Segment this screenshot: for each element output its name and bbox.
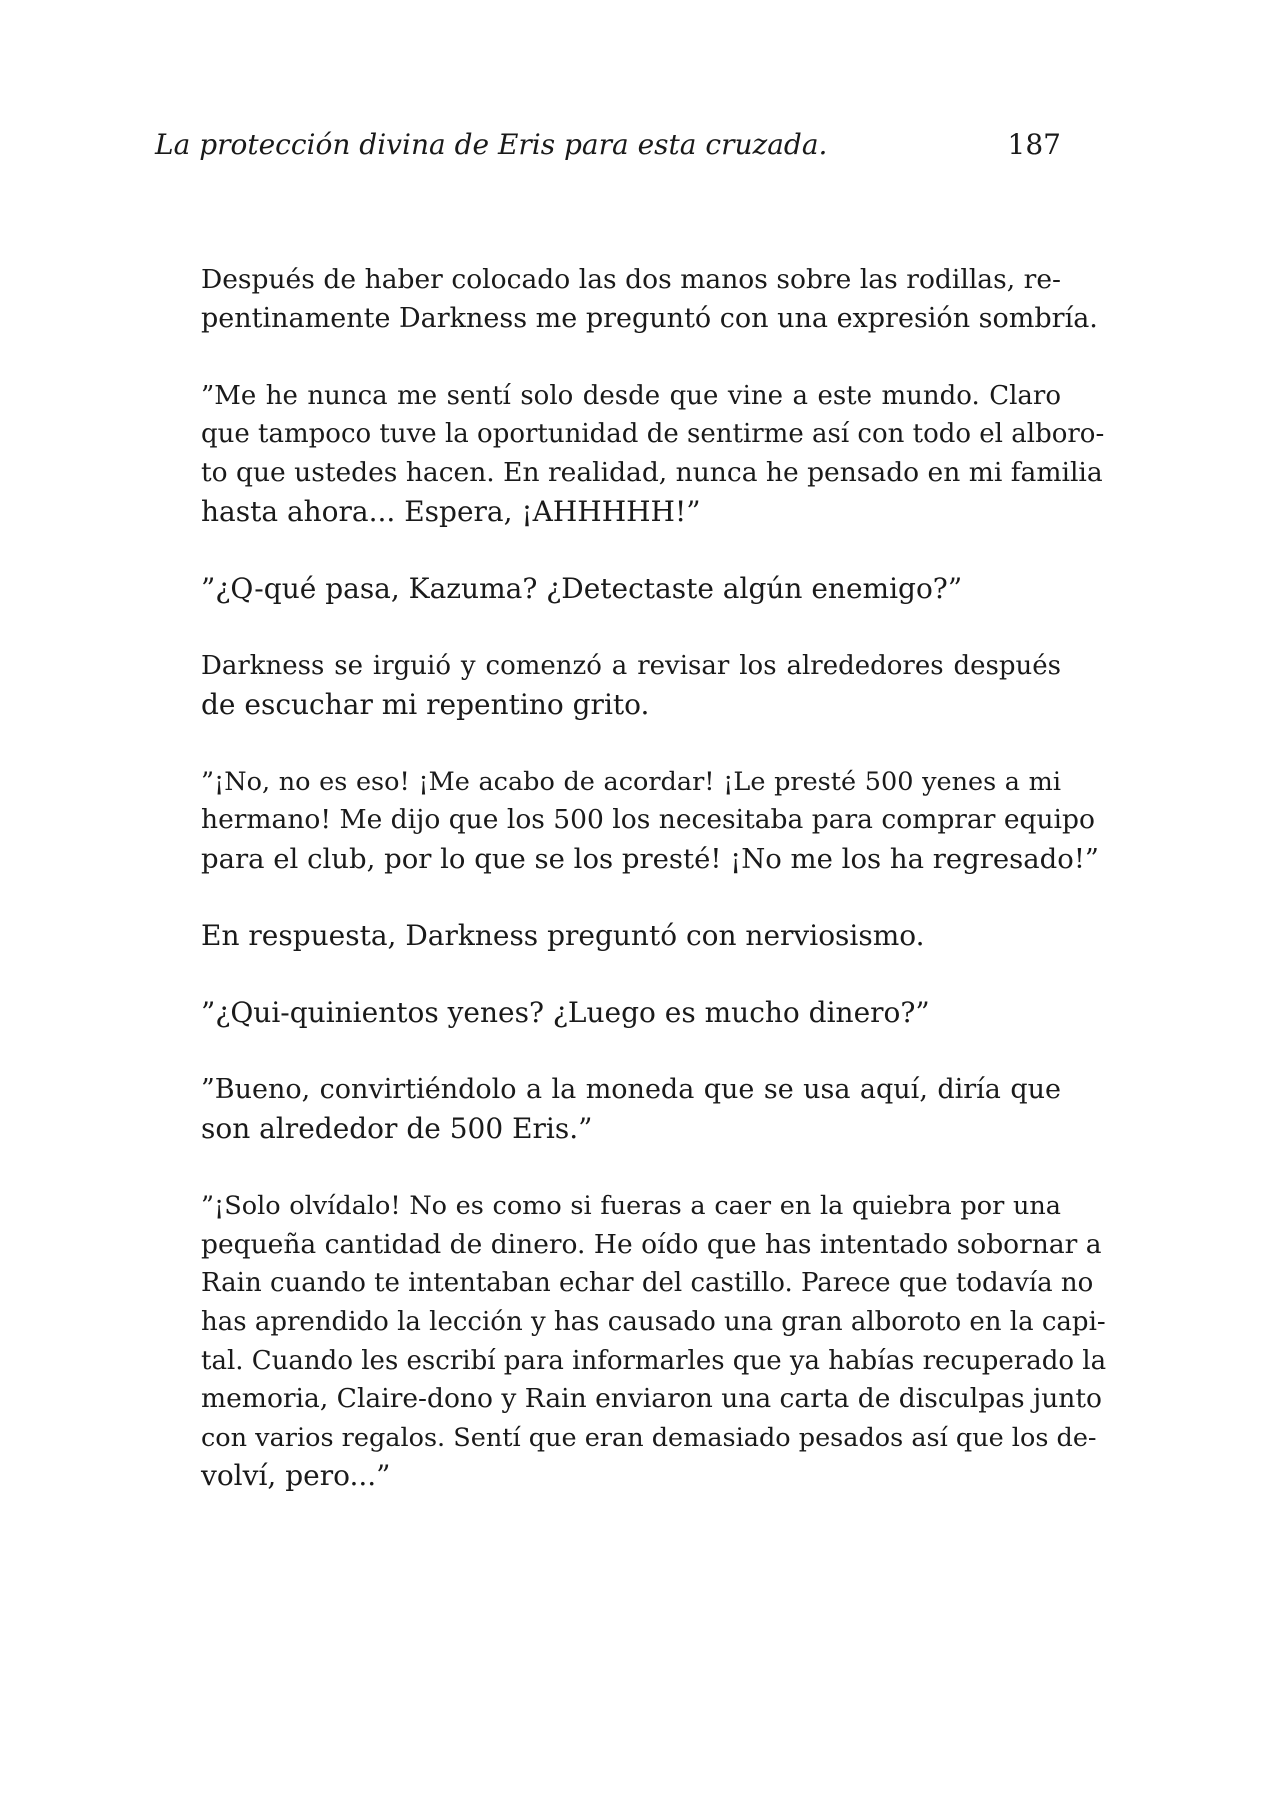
text-line: Darkness se irguió y comenzó a revisar los alrededores después	[201, 650, 1061, 681]
paragraph	[155, 377, 1105, 531]
text-line: de escuchar mi repentino grito.	[201, 687, 650, 721]
text-line: Rain cuando te intentaban echar del castillo. Parece que todavía no	[201, 1268, 1094, 1299]
text-line: ”¿Q-qué pasa, Kazuma? ¿Detectaste algún enemigo?”	[201, 571, 963, 605]
text-line: has aprendido la lección y has causado una gran alboroto en la capi-	[201, 1307, 1106, 1338]
text-line: para el club, por lo que se los presté! ¡No me los ha regresado!”	[201, 842, 1099, 875]
text-line: ”¡Solo olvídalo! No es como si fueras a caer en la quiebra por una	[201, 1191, 1061, 1222]
text-line: ”¡No, no es eso! ¡Me acabo de acordar! ¡Le presté 500 yenes a mi	[201, 766, 1061, 797]
text-line: pentinamente Darkness me preguntó con una expresión sombría.	[201, 302, 1098, 334]
text-line: volví, pero...”	[201, 1459, 391, 1493]
paragraph	[155, 647, 1061, 724]
paragraph	[155, 261, 1098, 338]
running-header	[155, 128, 1061, 172]
paragraph	[155, 994, 1061, 1033]
paragraph	[155, 1187, 1107, 1496]
text-line: pequeña cantidad de dinero. He oído que has intentado sobornar a	[201, 1228, 1102, 1260]
text-line: ”¿Qui-quinientos yenes? ¿Luego es mucho dinero?”	[201, 996, 930, 1030]
paragraph	[155, 1071, 1061, 1148]
text-line: ”Me he nunca me sentí solo desde que vine a este mundo. Claro	[201, 380, 1061, 411]
text-line: memoria, Claire-dono y Rain enviaron una carta de disculpas junto	[201, 1383, 1102, 1415]
text-line: tal. Cuando les escribí para informarles que ya habías recuperado la	[201, 1345, 1107, 1376]
body-text	[155, 261, 1107, 1535]
text-line: Después de haber colocado las dos manos sobre las rodillas, re-	[201, 264, 1061, 295]
text-line: hasta ahora... Espera, ¡AHHHHH!”	[201, 494, 701, 528]
paragraph	[155, 917, 1061, 956]
text-line: con varios regalos. Sentí que eran demasiado pesados así que los de-	[201, 1422, 1097, 1453]
text-line: que tampoco tuve la oportunidad de sentirme así con todo el alboro-	[201, 419, 1105, 450]
page-number: 187	[1007, 128, 1061, 161]
text-line: ”Bueno, convirtiéndolo a la moneda que se usa aquí, diría que	[201, 1074, 1061, 1106]
text-line: hermano! Me dijo que los 500 los necesitaba para comprar equipo	[201, 804, 1095, 836]
paragraph	[155, 763, 1099, 879]
paragraph	[155, 570, 1061, 609]
text-line: En respuesta, Darkness preguntó con nerviosismo.	[201, 919, 925, 953]
text-line: to que ustedes hacen. En realidad, nunca he pensado en mi familia	[201, 456, 1103, 488]
running-title: La protección divina de Eris para esta cruzada.	[155, 128, 828, 161]
text-line: son alrededor de 500 Eris.”	[201, 1112, 593, 1146]
